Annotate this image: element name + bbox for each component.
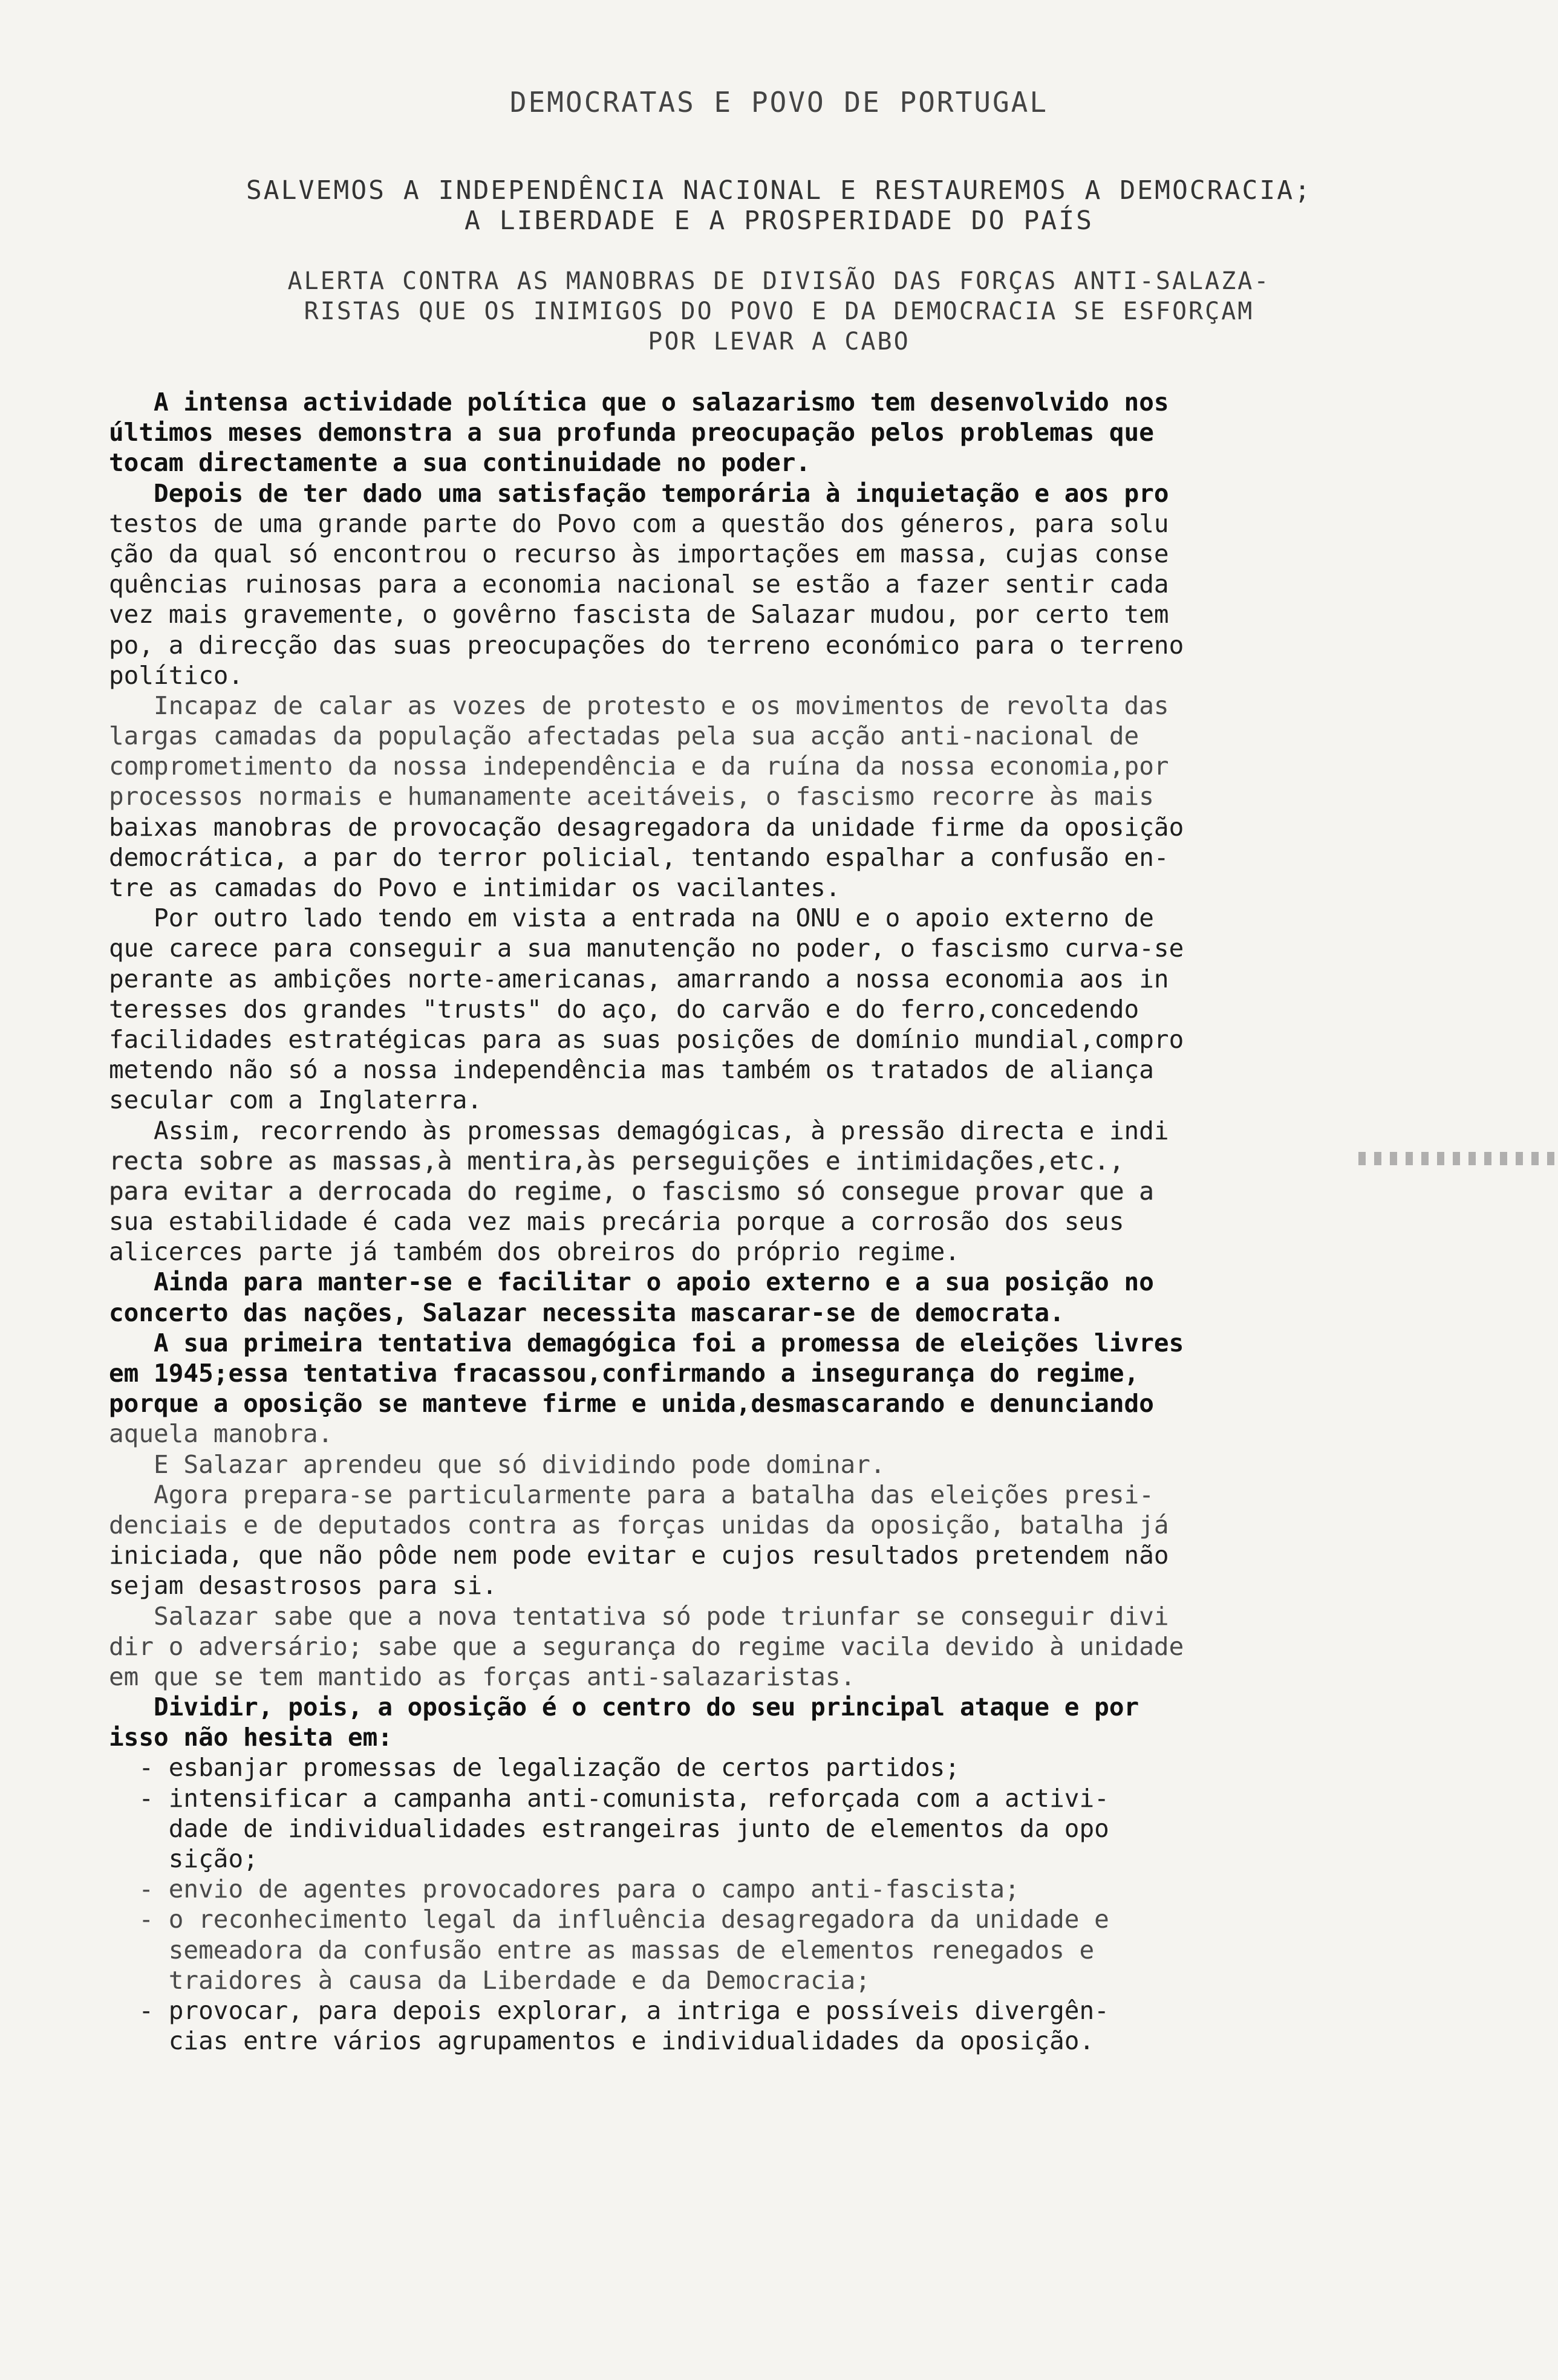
body-line: secular com a Inglaterra.	[109, 1085, 483, 1115]
body-line: facilidades estratégicas para as suas posições de domínio mundial,compro	[109, 1024, 1184, 1054]
body-line: porque a oposição se manteve firme e unida,desmascarando e denunciando	[109, 1389, 1154, 1419]
body-line: quências ruinosas para a economia nacional se estão a fazer sentir cada	[109, 570, 1169, 599]
body-line: sição;	[109, 1844, 258, 1873]
body-line: sua estabilidade é cada vez mais precária porque a corrosão dos seus	[109, 1207, 1124, 1237]
body-line: E Salazar aprendeu que só dividindo pode dominar.	[109, 1449, 885, 1479]
body-line: - esbanjar promessas de legalização de certos partidos;	[109, 1753, 960, 1783]
primary-heading-line: SALVEMOS A INDEPENDÊNCIA NACIONAL E RESTAUREMOS A DEMOCRACIA;	[246, 175, 1312, 206]
body-line: comprometimento da nossa independência e da ruína da nossa economia,por	[109, 752, 1169, 781]
body-line: Assim, recorrendo às promessas demagógicas, à pressão directa e indi	[109, 1116, 1169, 1145]
body-line: baixas manobras de provocação desagregadora da unidade firme da oposição	[109, 812, 1184, 842]
body-line: perante as ambições norte-americanas, amarrando a nossa economia aos in	[109, 964, 1169, 993]
body-line: denciais e de deputados contra as forças unidas da oposição, batalha já	[109, 1510, 1169, 1540]
body-line: iniciada, que não pôde nem pode evitar e cujos resultados pretendem não	[109, 1541, 1169, 1570]
body-line: Incapaz de calar as vozes de protesto e os movimentos de revolta das	[109, 691, 1169, 720]
body-line: Depois de ter dado uma satisfação temporária à inquietação e aos pro	[109, 478, 1169, 508]
body-line: - intensificar a campanha anti-comunista, reforçada com a activi-	[109, 1783, 1109, 1813]
body-line: semeadora da confusão entre as massas de elementos renegados e	[109, 1935, 1095, 1965]
secondary-heading-line: RISTAS QUE OS INIMIGOS DO POVO E DA DEMOCRACIA SE ESFORÇAM	[304, 298, 1254, 325]
primary-heading-line: A LIBERDADE E A PROSPERIDADE DO PAÍS	[464, 206, 1094, 236]
body-line: em 1945;essa tentativa fracassou,confirmando a insegurança do regime,	[109, 1359, 1139, 1388]
body-line: A sua primeira tentativa demagógica foi a promessa de eleições livres	[109, 1328, 1184, 1357]
body-line: Ainda para manter-se e facilitar o apoio externo e a sua posição no	[109, 1267, 1154, 1297]
body-line: Agora prepara-se particularmente para a batalha das eleições presi-	[109, 1480, 1154, 1509]
body-line: sejam desastrosos para si.	[109, 1571, 497, 1601]
body-line: - provocar, para depois explorar, a intriga e possíveis divergên-	[109, 1995, 1109, 2025]
body-line: - envio de agentes provocadores para o campo anti-fascista;	[109, 1874, 1020, 1904]
body-line: últimos meses demonstra a sua profunda preocupação pelos problemas que	[109, 418, 1154, 447]
body-line: para evitar a derrocada do regime, o fascismo só consegue provar que a	[109, 1176, 1154, 1206]
body-line: recta sobre as massas,à mentira,às perseguições e intimidações,etc.,	[109, 1146, 1124, 1175]
secondary-heading	[0, 266, 1558, 357]
body-line: alicerces parte já também dos obreiros do próprio regime.	[109, 1237, 960, 1267]
body-line: dir o adversário; sabe que a segurança do regime vacila devido à unidade	[109, 1631, 1184, 1661]
body-line: em que se tem mantido as forças anti-salazaristas.	[109, 1662, 856, 1691]
body-line: - o reconhecimento legal da influência desagregadora da unidade e	[109, 1905, 1109, 1934]
body-line: concerto das nações, Salazar necessita mascarar-se de democrata.	[109, 1298, 1064, 1327]
body-line: processos normais e humanamente aceitáveis, o fascismo recorre às mais	[109, 782, 1154, 811]
body-line: traidores à causa da Liberdade e da Democracia;	[109, 1965, 870, 1995]
body-line: vez mais gravemente, o govêrno fascista de Salazar mudou, por certo tem	[109, 600, 1169, 629]
body-line: Dividir, pois, a oposição é o centro do seu principal ataque e por	[109, 1692, 1139, 1722]
body-line: dade de individualidades estrangeiras junto de elementos da opo	[109, 1813, 1109, 1843]
body-line: aquela manobra.	[109, 1419, 333, 1449]
body-line: teresses dos grandes "trusts" do aço, do carvão e do ferro,concedendo	[109, 994, 1139, 1024]
body-line: cias entre vários agrupamentos e individualidades da oposição.	[109, 2026, 1095, 2056]
document-title: DEMOCRATAS E POVO DE PORTUGAL	[509, 86, 1049, 119]
secondary-heading-line: ALERTA CONTRA AS MANOBRAS DE DIVISÃO DAS FORÇAS ANTI-SALAZA-	[287, 267, 1271, 295]
body-line: A intensa actividade política que o salazarismo tem desenvolvido nos	[109, 388, 1169, 417]
body-line: metendo não só a nossa independência mas também os tratados de aliança	[109, 1055, 1154, 1085]
body-line: ção da qual só encontrou o recurso às importações em massa, cujas conse	[109, 539, 1169, 568]
body-line: político.	[109, 660, 244, 690]
body-line: largas camadas da população afectadas pela sua acção anti-nacional de	[109, 721, 1139, 751]
secondary-heading-line: POR LEVAR A CABO	[648, 328, 910, 356]
document-body	[109, 387, 1427, 2056]
body-line: isso não hesita em:	[109, 1723, 393, 1752]
body-line: Salazar sabe que a nova tentativa só pode triunfar se conseguir divi	[109, 1601, 1169, 1631]
body-line: testos de uma grande parte do Povo com a questão dos géneros, para solu	[109, 509, 1169, 538]
primary-heading	[0, 175, 1558, 236]
body-line: democrática, a par do terror policial, tentando espalhar a confusão en-	[109, 842, 1169, 872]
body-line: que carece para conseguir a sua manutenção no poder, o fascismo curva-se	[109, 934, 1184, 963]
body-line: tre as camadas do Povo e intimidar os vacilantes.	[109, 873, 841, 902]
body-line: tocam directamente a sua continuidade no poder.	[109, 448, 811, 478]
body-line: Por outro lado tendo em vista a entrada na ONU e o apoio externo de	[109, 903, 1154, 933]
body-line: po, a direcção das suas preocupações do terreno económico para o terreno	[109, 630, 1184, 660]
